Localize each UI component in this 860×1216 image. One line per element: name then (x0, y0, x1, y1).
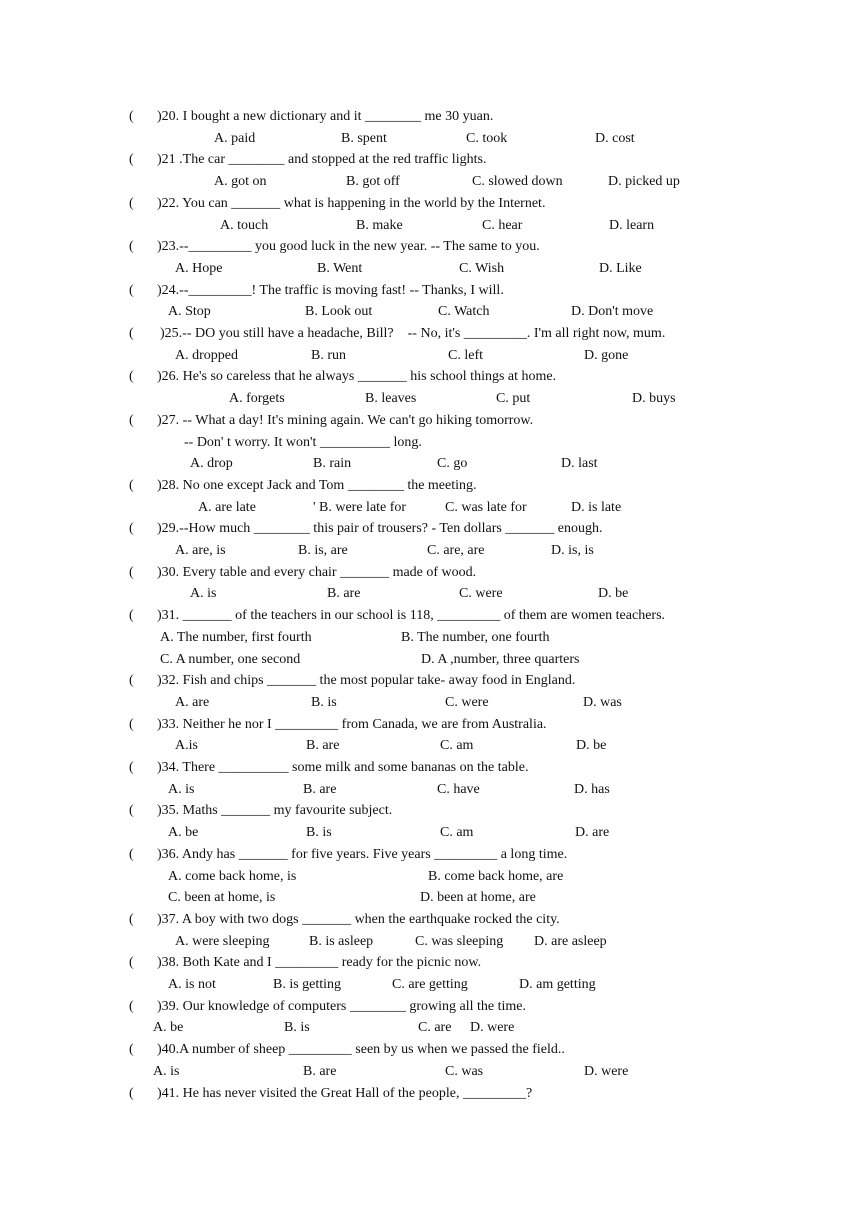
q24-opts-choice-4: D. Don't move (571, 304, 654, 320)
q22-question-text: )22. You can _______ what is happening in the world by the Internet. (157, 195, 546, 211)
q27-opts-choice-3: C. go (437, 456, 468, 472)
q41-answer-bracket: ( (129, 1085, 134, 1101)
q39-opts-choice-4: D. were (470, 1020, 515, 1036)
q34-question-text: )34. There __________ some milk and some bananas on the table. (157, 760, 529, 775)
q37-opts-choice-1: A. were sleeping (175, 933, 270, 949)
q27-reply-question-text: -- Don' t worry. It won't __________ long. (184, 434, 422, 450)
q20-opts-choice-3: C. took (466, 130, 508, 146)
q40-opts-choice-3: C. was (445, 1063, 484, 1079)
q22-opts-choice-3: C. hear (482, 217, 523, 233)
q32-opts-choice-2: B. is (311, 694, 337, 710)
q38-question-text: )38. Both Kate and I _________ ready for the picnic now. (157, 955, 482, 971)
q37-opts-choice-3: C. was sleeping (415, 933, 504, 949)
q34-opts-choice-4: D. has (574, 781, 610, 797)
q27-question-text: )27. -- What a day! It's mining again. We can't go hiking tomorrow. (157, 412, 534, 428)
q40-opts-choice-1: A. is (153, 1063, 180, 1079)
q26-question-text: )26. He's so careless that he always _______ his school things at home. (157, 369, 557, 385)
q21-question-text: )21 .The car ________ and stopped at the red traffic lights. (157, 152, 487, 168)
q23-opts-choice-2: B. Went (317, 260, 363, 276)
q31-opts-ab-choice-1: A. The number, first fourth (160, 629, 312, 645)
q33-opts-choice-1: A.is (175, 738, 198, 754)
q24-answer-bracket: ( (129, 282, 134, 298)
q29-opts-choice-1: A. are, is (175, 543, 226, 558)
q22-opts-choice-4: D. learn (609, 217, 655, 233)
q40-opts-choice-2: B. are (303, 1063, 337, 1079)
q38-answer-bracket: ( (129, 955, 134, 971)
q31-answer-bracket: ( (129, 608, 134, 624)
q24-opts-choice-2: B. Look out (305, 304, 373, 320)
q24-question-text: )24.--_________! The traffic is moving fast! -- Thanks, I will. (157, 282, 504, 298)
q29-opts-choice-4: D. is, is (551, 543, 594, 558)
q27-opts-choice-4: D. last (561, 456, 598, 472)
q23-question-text: )23.--_________ you good luck in the new year. -- The same to you. (157, 239, 540, 255)
q37-question-text: )37. A boy with two dogs _______ when the earthquake rocked the city. (157, 911, 560, 927)
q20-opts-choice-4: D. cost (595, 130, 635, 146)
q22-opts-choice-1: A. touch (220, 217, 269, 233)
q28-opts-choice-4: D. is late (571, 499, 622, 515)
q25-answer-bracket: ( (129, 326, 134, 341)
q39-opts-choice-3: C. are (418, 1020, 452, 1036)
q22-opts-choice-2: B. make (356, 217, 403, 233)
q39-question-text: )39. Our knowledge of computers ________ growing all the time. (157, 998, 526, 1014)
q30-answer-bracket: ( (129, 564, 134, 580)
q36-opts-ab-choice-1: A. come back home, is (168, 868, 297, 884)
q23-opts-choice-4: D. Like (599, 260, 642, 276)
q36-opts-cd-choice-1: C. been at home, is (168, 890, 276, 906)
q31-opts-ab-choice-2: B. The number, one fourth (401, 629, 550, 645)
q37-answer-bracket: ( (129, 911, 134, 927)
q23-opts-choice-3: C. Wish (459, 260, 505, 276)
q28-answer-bracket: ( (129, 477, 134, 493)
q35-opts-choice-2: B. is (306, 825, 332, 841)
q23-answer-bracket: ( (129, 239, 134, 255)
q40-answer-bracket: ( (129, 1042, 134, 1058)
q39-opts-choice-2: B. is (284, 1020, 310, 1036)
q27-answer-bracket: ( (129, 412, 134, 428)
q29-question-text: )29.--How much ________ this pair of trousers? - Ten dollars _______ enough. (157, 521, 603, 537)
q20-answer-bracket: ( (129, 109, 134, 124)
q34-opts-choice-1: A. is (168, 781, 195, 797)
q30-question-text: )30. Every table and every chair _______ made of wood. (157, 564, 477, 580)
q26-answer-bracket: ( (129, 369, 134, 385)
q36-question-text: )36. Andy has _______ for five years. Five years _________ a long time. (157, 846, 568, 862)
q34-answer-bracket: ( (129, 760, 134, 775)
q25-opts-choice-3: C. left (448, 347, 483, 363)
q38-opts-choice-4: D. am getting (519, 977, 596, 992)
q36-opts-cd-choice-2: D. been at home, are (420, 890, 536, 906)
q32-question-text: )32. Fish and chips _______ the most popular take- away food in England. (157, 673, 576, 689)
q20-opts-choice-2: B. spent (341, 130, 387, 146)
q21-opts-choice-2: B. got off (346, 174, 400, 190)
q40-opts-choice-4: D. were (584, 1063, 629, 1079)
q27-opts-choice-1: A. drop (190, 456, 233, 472)
q29-answer-bracket: ( (129, 521, 134, 537)
q27-opts-choice-2: B. rain (313, 456, 352, 472)
q33-opts-choice-3: C. am (440, 738, 474, 754)
q38-opts-choice-1: A. is not (168, 977, 216, 992)
q21-answer-bracket: ( (129, 152, 134, 168)
q33-opts-choice-4: D. be (576, 738, 607, 754)
q33-opts-choice-2: B. are (306, 738, 340, 754)
q33-question-text: )33. Neither he nor I _________ from Canada, we are from Australia. (157, 716, 547, 732)
q32-answer-bracket: ( (129, 673, 134, 689)
q35-opts-choice-1: A. be (168, 825, 199, 841)
q39-answer-bracket: ( (129, 998, 134, 1014)
q20-opts-choice-1: A. paid (214, 130, 256, 146)
q30-opts-choice-1: A. is (190, 586, 217, 602)
q26-opts-choice-4: D. buys (632, 391, 676, 407)
q28-question-text: )28. No one except Jack and Tom ________ the meeting. (157, 477, 477, 493)
q36-answer-bracket: ( (129, 846, 134, 862)
q35-question-text: )35. Maths _______ my favourite subject. (157, 803, 393, 819)
q35-opts-choice-3: C. am (440, 825, 474, 841)
q25-opts-choice-4: D. gone (584, 347, 629, 363)
q25-question-text: )25.-- DO you still have a headache, Bill? -- No, it's _________. I'm all right now, mum. (160, 326, 666, 341)
q36-opts-ab-choice-2: B. come back home, are (428, 868, 564, 884)
q28-opts-choice-3: C. was late for (445, 499, 527, 515)
q34-opts-choice-3: C. have (437, 781, 480, 797)
q40-question-text: )40.A number of sheep _________ seen by us when we passed the field.. (157, 1042, 565, 1058)
q37-opts-choice-2: B. is asleep (309, 933, 374, 949)
q32-opts-choice-1: A. are (175, 694, 210, 710)
q22-answer-bracket: ( (129, 195, 134, 211)
q31-opts-cd-choice-2: D. A ,number, three quarters (421, 651, 580, 667)
q38-opts-choice-3: C. are getting (392, 977, 468, 992)
q24-opts-choice-1: A. Stop (168, 304, 211, 320)
q21-opts-choice-1: A. got on (214, 174, 267, 190)
q31-opts-cd-choice-1: C. A number, one second (160, 651, 301, 667)
q20-question-text: )20. I bought a new dictionary and it ________ me 30 yuan. (157, 109, 494, 124)
q28-opts-choice-2: ' B. were late for (313, 499, 407, 515)
q34-opts-choice-2: B. are (303, 781, 337, 797)
q24-opts-choice-3: C. Watch (438, 304, 490, 320)
q31-question-text: )31. _______ of the teachers in our school is 118, _________ of them are women teachers. (157, 608, 666, 624)
q32-opts-choice-4: D. was (583, 694, 622, 710)
q32-opts-choice-3: C. were (445, 694, 489, 710)
q21-opts-choice-3: C. slowed down (472, 174, 563, 190)
q26-opts-choice-3: C. put (496, 391, 531, 407)
q26-opts-choice-2: B. leaves (365, 391, 417, 407)
q29-opts-choice-2: B. is, are (298, 543, 348, 558)
q35-answer-bracket: ( (129, 803, 134, 819)
q30-opts-choice-4: D. be (598, 586, 629, 602)
q39-opts-choice-1: A. be (153, 1020, 184, 1036)
q25-opts-choice-2: B. run (311, 347, 346, 363)
q26-opts-choice-1: A. forgets (229, 391, 285, 407)
q29-opts-choice-3: C. are, are (427, 543, 485, 558)
q30-opts-choice-3: C. were (459, 586, 503, 602)
q28-opts-choice-1: A. are late (198, 499, 256, 515)
q21-opts-choice-4: D. picked up (608, 174, 680, 190)
q35-opts-choice-4: D. are (575, 825, 610, 841)
q30-opts-choice-2: B. are (327, 586, 361, 602)
q37-opts-choice-4: D. are asleep (534, 933, 607, 949)
q41-question-text: )41. He has never visited the Great Hall of the people, _________? (157, 1085, 533, 1101)
q25-opts-choice-1: A. dropped (175, 347, 238, 363)
q23-opts-choice-1: A. Hope (175, 260, 223, 276)
q33-answer-bracket: ( (129, 716, 134, 732)
q38-opts-choice-2: B. is getting (273, 977, 342, 992)
